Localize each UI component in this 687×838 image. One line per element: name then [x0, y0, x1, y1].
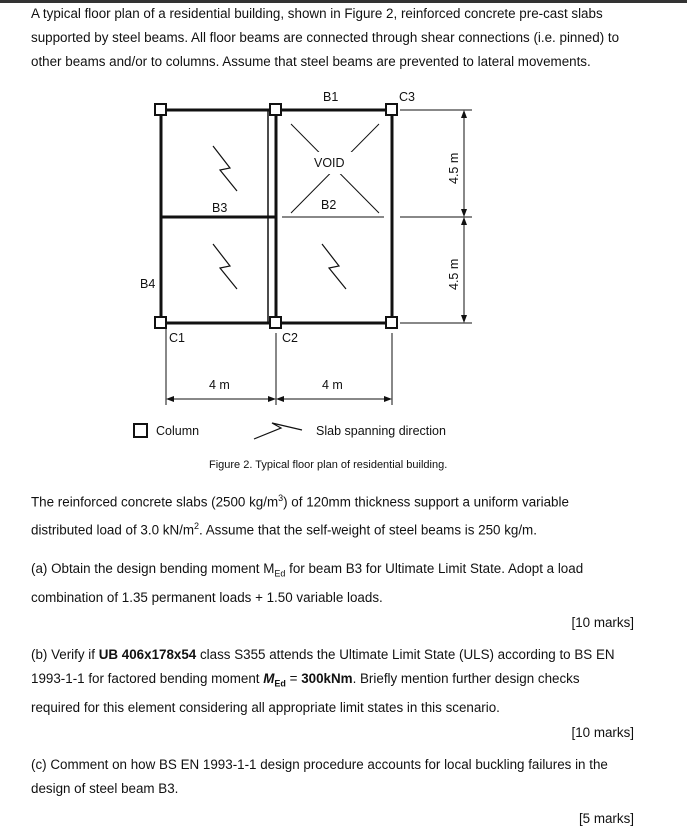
qb-text-2: class S355 attends the Ultimate Limit State (ULS) according to BS EN: [196, 647, 615, 662]
loads-text-3: distributed load of 3.0 kN/m: [31, 522, 195, 538]
label-span-right: 4 m: [322, 378, 343, 392]
column-top-left: [155, 104, 166, 115]
qa-sub: Ed: [274, 568, 286, 579]
qb-value: 300kNm: [301, 671, 353, 686]
qa-text-3: combination of 1.35 permanent loads + 1.50 variable loads.: [31, 589, 383, 605]
qb-text-5: required for this element considering all appropriate limit states in this scenario.: [31, 699, 500, 715]
intro-line-3: other beams and/or to columns. Assume that steel beams are prevented to lateral movements.: [31, 54, 591, 69]
qa-text-1: (a) Obtain the design bending moment M: [31, 561, 275, 576]
qb-text-4: . Briefly mention further design checks: [352, 671, 580, 686]
question-c: [31, 753, 634, 801]
intro-line-2: supported by steel beams. All floor beams are connected through shear connections (i.e. pinned) to: [31, 30, 620, 45]
legend-slab-arrow: [254, 423, 302, 439]
slab-arrow-1: [213, 146, 237, 191]
question-a: [31, 557, 634, 610]
intro-line-1: A typical floor plan of a residential building, shown in Figure 2, reinforced concrete pre-cast slabs: [31, 6, 603, 21]
column-top-mid: [270, 104, 281, 115]
slab-arrow-3: [322, 244, 346, 289]
label-height-top: 4.5 m: [447, 152, 461, 184]
loads-sup-1: 3: [278, 493, 284, 503]
loads-text-2: ) of 120mm thickness support a uniform variable: [283, 494, 569, 510]
column-c2: [270, 317, 281, 328]
label-b4: B4: [140, 277, 156, 291]
qb-sub: Ed: [274, 678, 286, 689]
qb-text-3: 1993-1-1 for factored bending moment: [31, 671, 264, 686]
legend-column-label: Column: [156, 424, 200, 438]
legend-slab-label: Slab spanning direction: [316, 424, 446, 438]
qa-text-2: for beam B3 for Ultimate Limit State. Adopt a load: [285, 561, 584, 576]
loads-paragraph: [31, 486, 634, 543]
slab-arrow-2: [213, 244, 237, 289]
label-c2: C2: [282, 331, 298, 345]
label-c3: C3: [399, 90, 415, 104]
column-c1: [155, 317, 166, 328]
qb-med: M: [263, 671, 275, 686]
label-void: VOID: [314, 156, 345, 170]
label-height-bottom: 4.5 m: [447, 258, 461, 290]
legend-column-symbol: [134, 424, 147, 437]
question-c-marks: [5 marks]: [578, 811, 634, 826]
question-a-marks: [10 marks]: [571, 615, 634, 630]
column-c3: [386, 104, 397, 115]
qb-text-1: (b) Verify if: [31, 647, 99, 662]
column-bottom-right: [386, 317, 397, 328]
label-span-left: 4 m: [209, 378, 230, 392]
qc-text-1: (c) Comment on how BS EN 1993-1-1 design procedure accounts for local buckling failures in the: [31, 757, 608, 772]
question-b-marks: [10 marks]: [571, 725, 634, 740]
label-b1: B1: [323, 90, 339, 104]
qb-section: UB 406x178x54: [98, 647, 197, 662]
loads-text-4: . Assume that the self-weight of steel beams is 250 kg/m.: [199, 522, 537, 538]
figure-caption: Figure 2. Typical floor plan of residential building.: [209, 459, 448, 471]
loads-text-1: The reinforced concrete slabs (2500 kg/m: [31, 494, 279, 510]
loads-sup-2: 2: [194, 521, 200, 532]
qc-text-2: design of steel beam B3.: [31, 781, 179, 796]
qb-eq: =: [285, 671, 302, 686]
label-c1: C1: [169, 331, 185, 345]
question-b: [31, 643, 634, 720]
label-b3: B3: [212, 201, 228, 215]
label-b2: B2: [321, 198, 337, 212]
